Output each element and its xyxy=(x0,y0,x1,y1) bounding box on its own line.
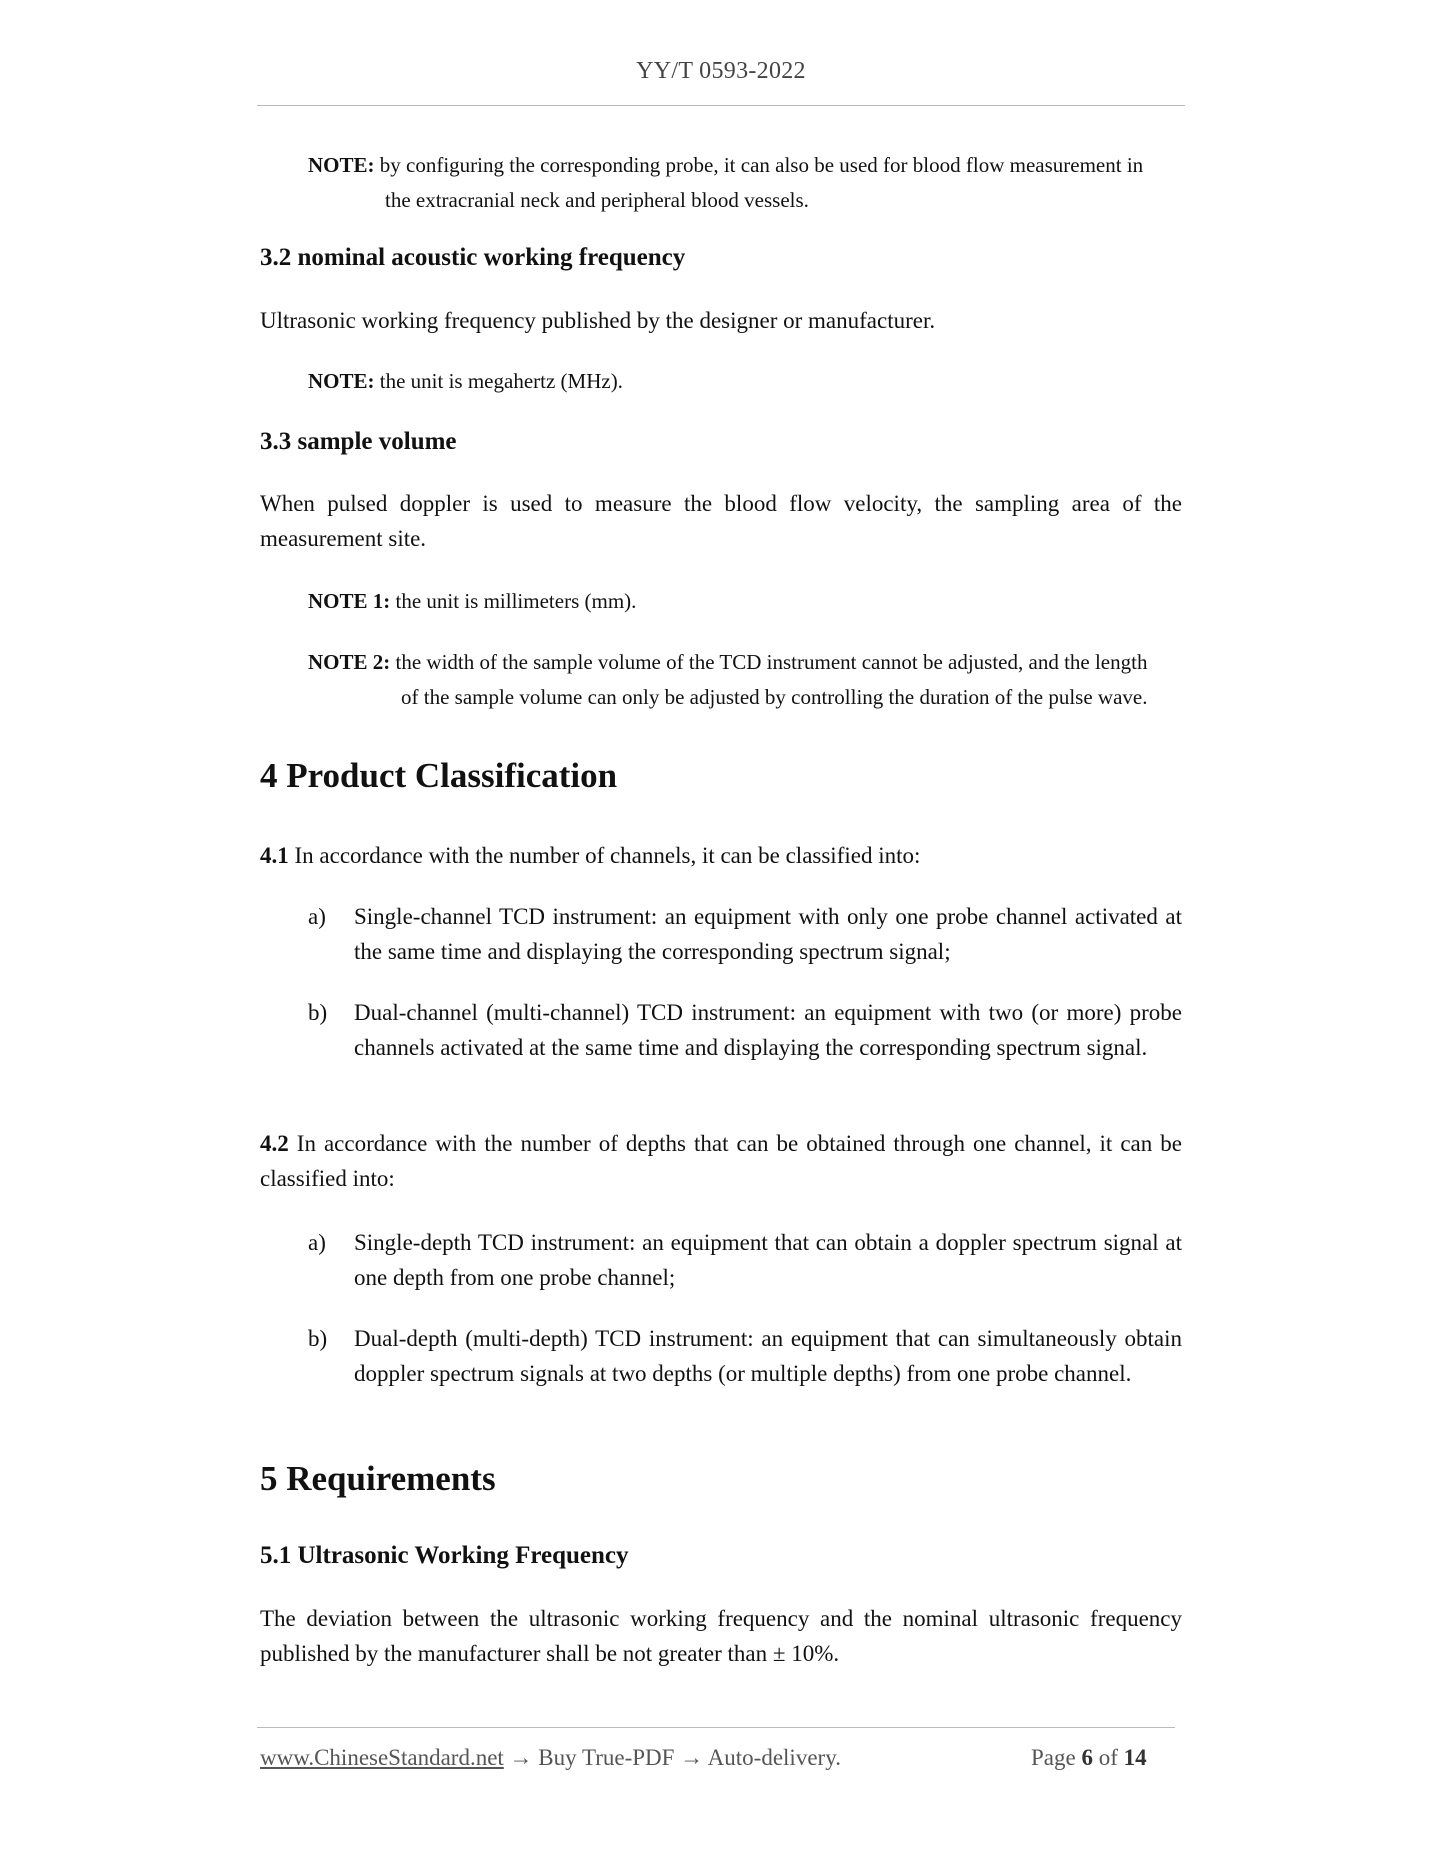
heading-3-3: 3.3 sample volume xyxy=(260,428,457,455)
list-marker: b) xyxy=(308,1326,328,1351)
list-text: Dual-depth (multi-depth) TCD instrument: an equipment that can simultaneously obtain doppler spectrum signals at two depths (or multiple depths) from one probe channel. xyxy=(354,1326,1182,1386)
list-item xyxy=(308,995,1182,1065)
note-text-line1: by configuring the corresponding probe, it can also be used for blood flow measurement in xyxy=(379,153,1144,177)
of-label: of xyxy=(1098,1745,1118,1770)
list-item xyxy=(308,1225,1182,1295)
list-item xyxy=(308,899,1182,969)
heading-3-2: 3.2 nominal acoustic working frequency xyxy=(260,244,686,271)
paragraph-5-1: The deviation between the ultrasonic working frequency and the nominal ultrasonic frequency published by the manufacturer shall be not greater than ± 10%. xyxy=(260,1606,1182,1666)
note-text-line2: of the sample volume can only be adjusted by controlling the duration of the pulse wave. xyxy=(401,685,1148,709)
note-text: the unit is millimeters (mm). xyxy=(395,589,637,613)
arrow-right-icon: → xyxy=(680,1745,704,1770)
paragraph-3-2: Ultrasonic working frequency published by the designer or manufacturer. xyxy=(260,308,936,333)
clause-number: 4.1 xyxy=(260,843,289,868)
list-marker: a) xyxy=(308,904,326,929)
note-text: the unit is megahertz (MHz). xyxy=(379,369,623,393)
note-3-1 xyxy=(308,148,1182,218)
note-3-3-1 xyxy=(308,584,1182,619)
list-text: Single-channel TCD instrument: an equipment with only one probe channel activated at the same time and displaying the corresponding spectrum signal; xyxy=(354,904,1182,964)
note-label: NOTE 2: xyxy=(308,650,391,674)
paragraph-4-2 xyxy=(260,1126,1182,1196)
arrow-right-icon: → xyxy=(509,1745,533,1770)
list-text: Dual-channel (multi-channel) TCD instrument: an equipment with two (or more) probe channels activated at the same time and displaying the corresponding spectrum signal. xyxy=(354,1000,1182,1060)
note-3-2 xyxy=(308,364,1182,399)
header-divider xyxy=(257,105,1185,106)
heading-5: 5 Requirements xyxy=(260,1459,496,1498)
document-code-header: YY/T 0593-2022 xyxy=(636,58,806,84)
paragraph-4-1 xyxy=(260,838,1182,873)
website-link[interactable]: www.ChineseStandard.net xyxy=(260,1745,504,1770)
list-item xyxy=(308,1321,1182,1391)
paragraph-3-3: When pulsed doppler is used to measure the blood flow velocity, the sampling area of the measurement site. xyxy=(260,491,1182,551)
footer-left xyxy=(260,1745,841,1771)
clause-text: In accordance with the number of channels, it can be classified into: xyxy=(294,843,921,868)
note-label: NOTE: xyxy=(308,153,375,177)
note-label: NOTE: xyxy=(308,369,375,393)
page-indicator xyxy=(1031,1745,1147,1771)
list-marker: b) xyxy=(308,1000,328,1025)
note-label: NOTE 1: xyxy=(308,589,391,613)
page-label: Page xyxy=(1031,1745,1076,1770)
current-page-number: 6 xyxy=(1081,1745,1093,1770)
clause-text: In accordance with the number of depths that can be obtained through one channel, it can be classified into: xyxy=(260,1131,1183,1191)
list-text: Single-depth TCD instrument: an equipment that can obtain a doppler spectrum signal at one depth from one probe channel; xyxy=(354,1230,1182,1290)
list-marker: a) xyxy=(308,1230,326,1255)
footer-divider xyxy=(257,1727,1175,1728)
heading-5-1: 5.1 Ultrasonic Working Frequency xyxy=(260,1542,629,1569)
total-page-count: 14 xyxy=(1123,1745,1147,1770)
clause-number: 4.2 xyxy=(260,1131,289,1156)
buy-pdf-text: Buy True-PDF xyxy=(538,1745,675,1770)
auto-delivery-text: Auto-delivery. xyxy=(707,1745,841,1770)
note-3-3-2 xyxy=(308,645,1182,715)
note-text-line1: the width of the sample volume of the TCD instrument cannot be adjusted, and the length xyxy=(395,650,1148,674)
heading-4: 4 Product Classification xyxy=(260,756,618,795)
note-text-line2: the extracranial neck and peripheral blood vessels. xyxy=(385,188,809,212)
